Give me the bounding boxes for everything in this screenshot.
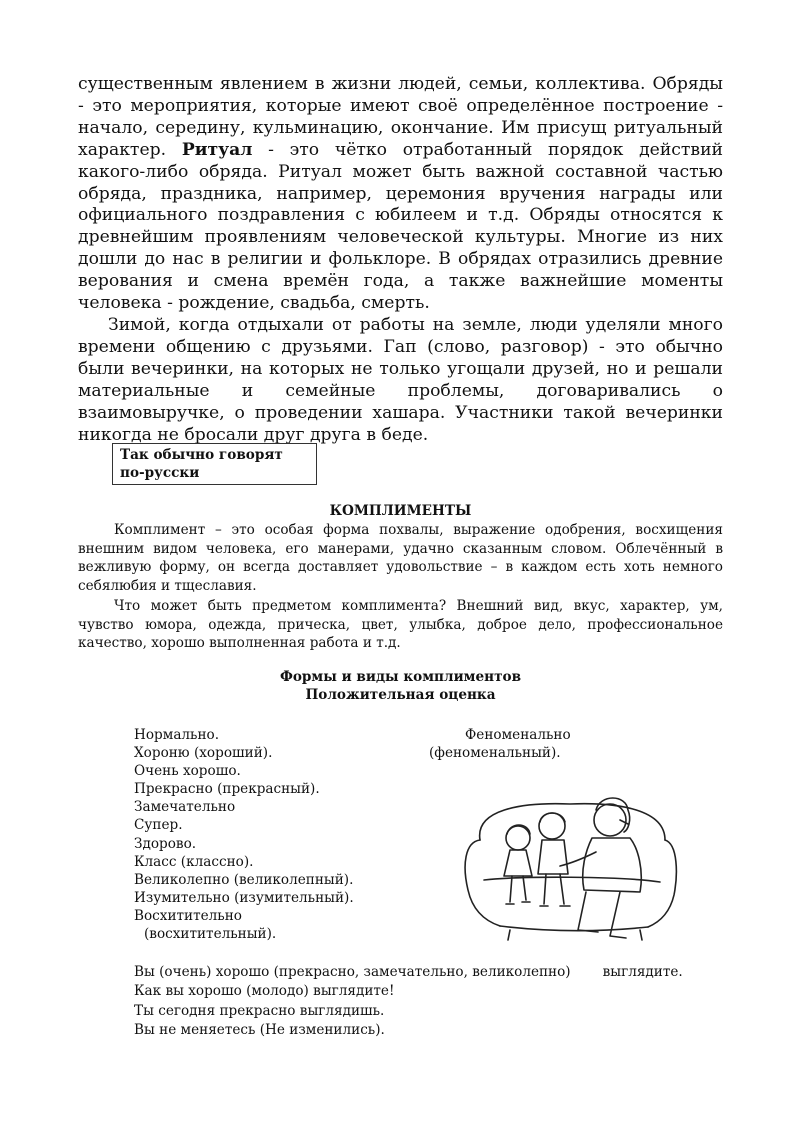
paragraph-gap: Зимой, когда отдыхали от работы на земле, люди уделяли много времени общению с друзьями. Гап (слово, разговор) - это обычно были вечеринки, на которых не только угощали друзей, но и решали материальные и семейные проблемы, договаривались о взаимовыручке, о проведении хашара. Участники такой вечеринки никогда не бросали друг друга в беде.: [78, 314, 723, 445]
phrase-main: Вы (очень) хорошо (прекрасно, замечательно, великолепно): [134, 964, 571, 980]
phrase-line: Ты сегодня прекрасно выглядишь.: [134, 1002, 385, 1019]
paragraph-rituals: [78, 74, 723, 315]
section-title: КОМПЛИМЕНТЫ: [329, 503, 472, 519]
note-box-line: по-русски: [120, 465, 200, 481]
forms-subtitle: Положительная оценка: [305, 687, 496, 703]
positive-words-list-right: [429, 726, 571, 762]
term-ritual: Ритуал: [181, 139, 253, 160]
note-box: [112, 443, 317, 485]
list-item: Очень хорошо.: [134, 763, 241, 780]
list-item: Изумительно (изумительный).: [134, 889, 354, 906]
phrase-end: выглядите.: [602, 964, 683, 980]
list-item: Супер.: [134, 817, 183, 834]
sofa-illustration: [460, 780, 680, 950]
list-item: Хороню (хороший).: [134, 745, 273, 762]
compliment-phrases: [134, 963, 714, 1040]
compliments-definition: Комплимент – это особая форма похвалы, выражение одобрения, восхищения внешним видом человека, его манерами, удачно сказанным словом. Облечённый в вежливую форму, он всегда доставляет удовольствие – в каждом есть хоть немного себялюбия и тщеславия.: [78, 522, 723, 594]
forms-heading: [78, 668, 723, 704]
list-item: Великолепно (великолепный).: [134, 871, 354, 888]
list-item: Нормально.: [134, 727, 220, 743]
list-item: Замечательно: [134, 799, 236, 816]
compliments-subject: Что может быть предметом комплимента? Внешний вид, вкус, характер, ум, чувство юмора, одежда, прическа, цвет, улыбка, доброе дело, профессиональное качество, хорошо выполненная работа и т.д.: [78, 598, 723, 651]
list-item: Здорово.: [134, 835, 197, 852]
phrase-line: [134, 963, 714, 982]
main-text: [78, 74, 723, 446]
paragraph-text-rest: - это чётко отработанный порядок действий какого-либо обряда. Ритуал может быть важной составной частью обряда, праздника, например, церемония вручения награды или официального поздравления с юбилеем и т.д. Обряды относятся к древнейшим проявлениям человеческой культуры. Многие из них дошли до нас в религии и фольклоре. В обрядах отразились древние верования и смена времён года, а также важнейшие моменты человека - рождение, свадьба, смерть.: [78, 139, 724, 314]
paragraph-text: существенным явлением в жизни людей, семьи, коллектива. Обряды - это мероприятия, которые имеют своё определённое построение - начало, середину, кульминацию, окончание. Им присущ ритуальный характер.: [78, 74, 723, 160]
note-box-line: Так обычно говорят: [120, 447, 283, 463]
list-item: Класс (классно).: [134, 853, 254, 870]
forms-title: Формы и виды комплиментов: [279, 669, 522, 685]
phrase-line: Как вы хорошо (молодо) выглядите!: [134, 983, 395, 1000]
list-item: (восхитительный).: [144, 926, 277, 943]
phrase-line: Вы не меняетесь (Не изменились).: [134, 1021, 385, 1038]
positive-words-list: [134, 726, 354, 943]
list-item: Восхитительно: [134, 907, 242, 924]
list-item: (феноменальный).: [429, 745, 561, 762]
compliments-section: [78, 502, 723, 653]
list-item: Феноменально: [465, 727, 571, 743]
list-item: Прекрасно (прекрасный).: [134, 781, 320, 798]
